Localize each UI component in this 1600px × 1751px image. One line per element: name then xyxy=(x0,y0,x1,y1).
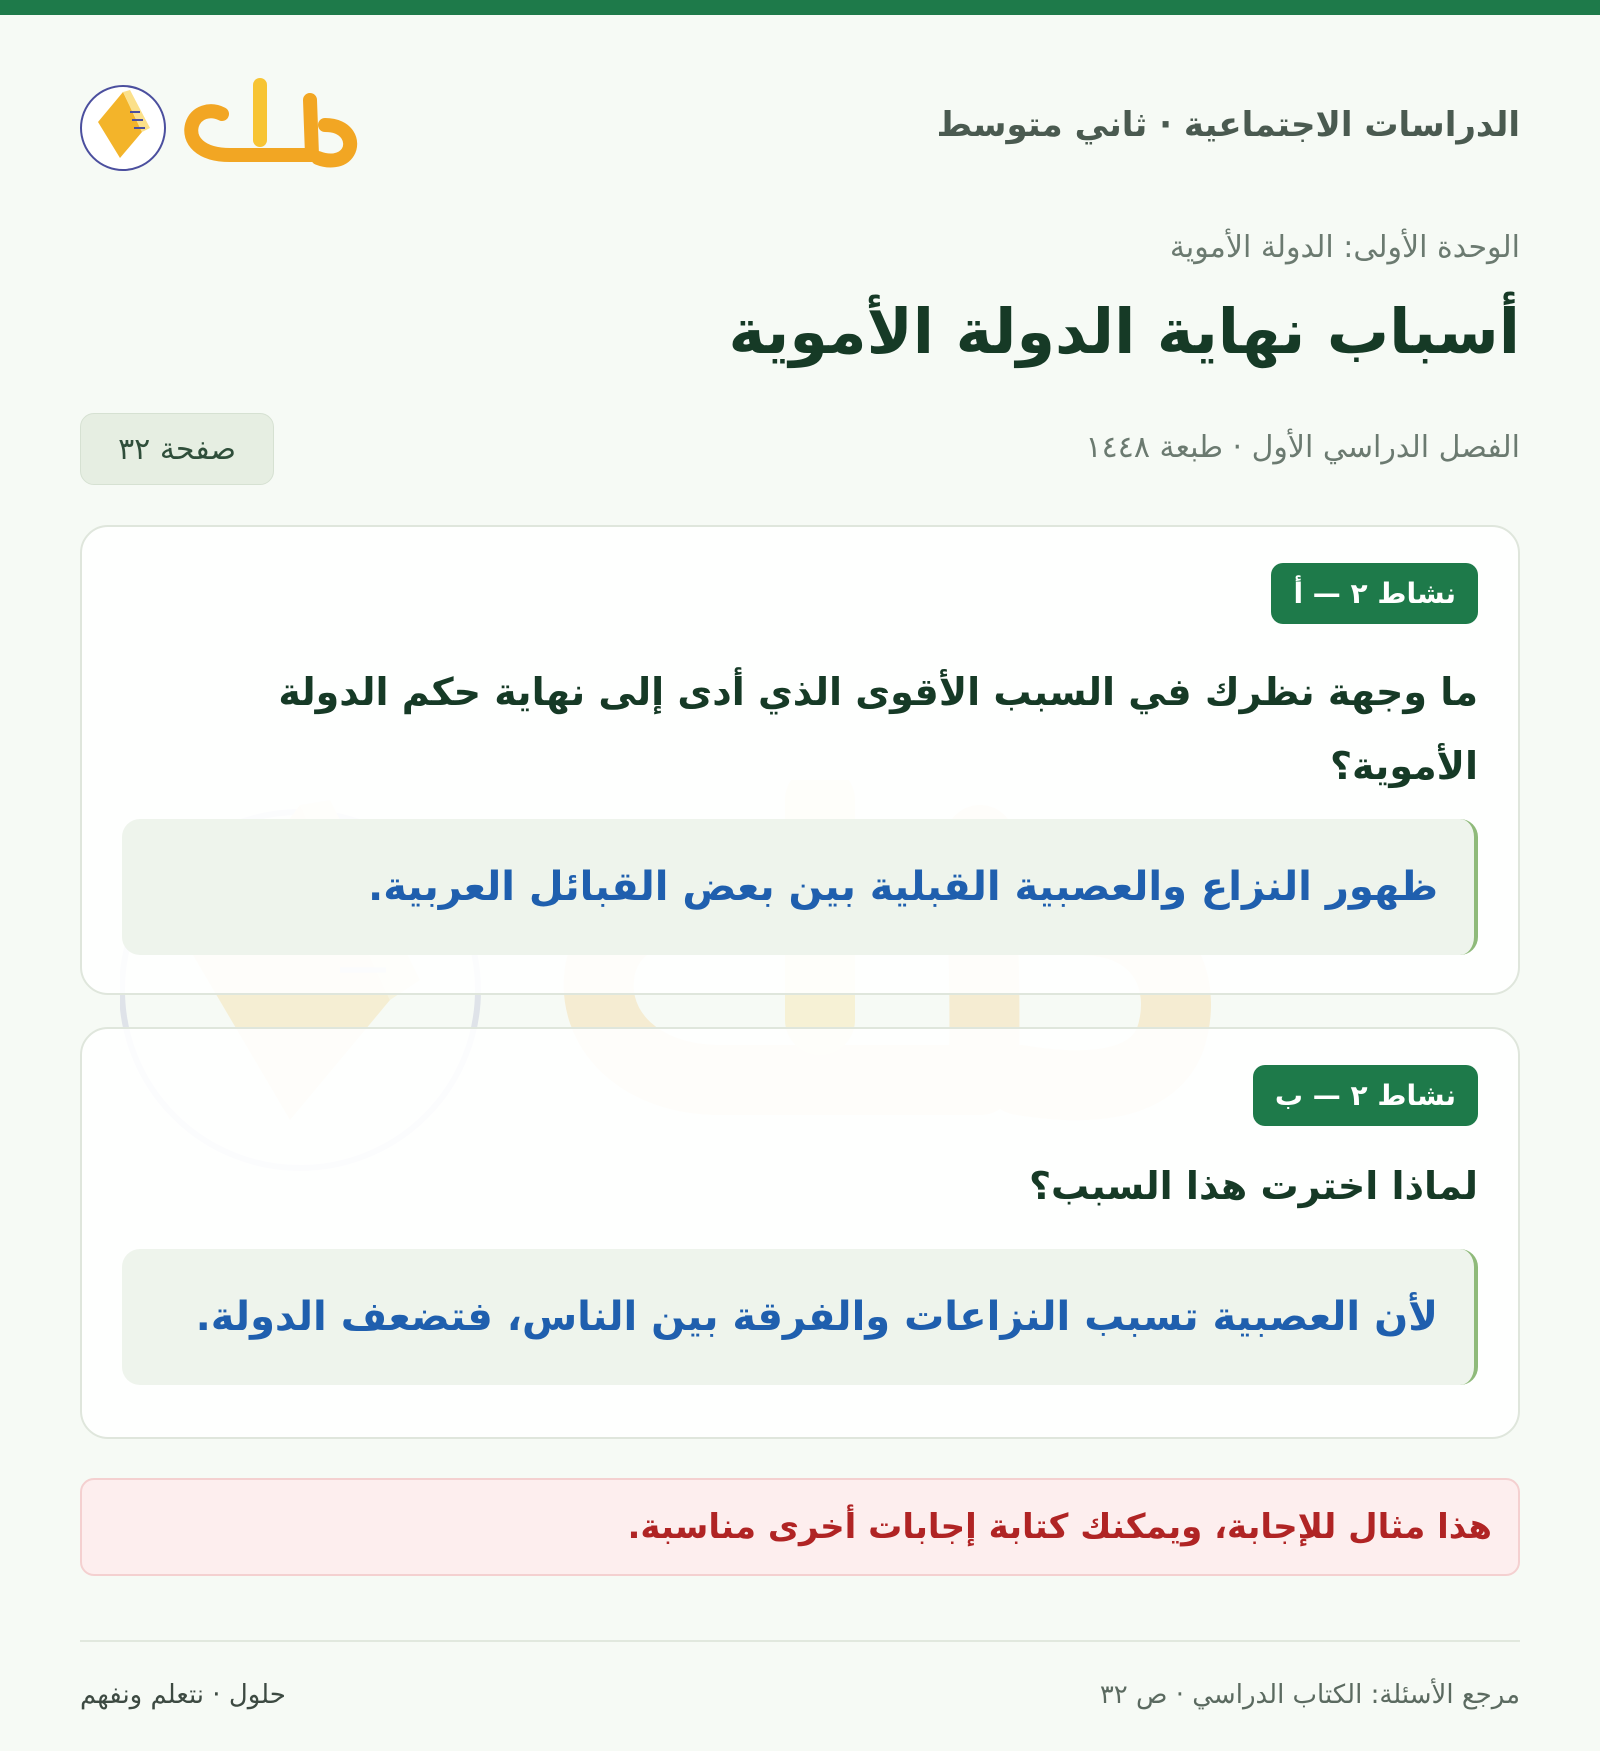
footer-brand: حلول · نتعلم ونفهم xyxy=(80,1680,286,1710)
header xyxy=(80,15,1520,235)
activity-badge-a: نشاط ٢ — أ xyxy=(1271,563,1478,624)
answer-box-b xyxy=(122,1249,1478,1385)
top-accent-bar xyxy=(0,0,1600,15)
footer-divider xyxy=(80,1640,1520,1642)
footer-reference: مرجع الأسئلة: الكتاب الدراسي · ص ٣٢ xyxy=(1099,1680,1520,1710)
lesson-title: أسباب نهاية الدولة الأموية xyxy=(728,295,1520,368)
subject-title: الدراسات الاجتماعية · ثاني متوسط xyxy=(936,105,1520,145)
activity-question-a: ما وجهة نظرك في السبب الأقوى الذي أدى إلى نهاية حكم الدولة الأموية؟ xyxy=(278,670,1478,788)
answer-text-a: ظهور النزاع والعصبية القبلية بين بعض القبائل العربية. xyxy=(368,864,1438,910)
activity-card-b xyxy=(80,1027,1520,1439)
hulul-logo xyxy=(80,70,360,180)
activity-badge-b: نشاط ٢ — ب xyxy=(1253,1065,1478,1126)
answer-box-a xyxy=(122,819,1478,955)
activity-question-b: لماذا اخترت هذا السبب؟ xyxy=(1028,1164,1478,1208)
page-number-badge: صفحة ٣٢ xyxy=(80,413,274,485)
answer-text-b: لأن العصبية تسبب النزاعات والفرقة بين الناس، فتضعف الدولة. xyxy=(195,1294,1438,1340)
unit-label: الوحدة الأولى: الدولة الأموية xyxy=(1169,230,1520,265)
activity-card-a xyxy=(80,525,1520,995)
edition-meta: الفصل الدراسي الأول · طبعة ١٤٤٨ xyxy=(1085,430,1520,465)
page-container xyxy=(80,15,1520,1710)
answer-note: هذا مثال للإجابة، ويمكنك كتابة إجابات أخرى مناسبة. xyxy=(80,1478,1520,1576)
